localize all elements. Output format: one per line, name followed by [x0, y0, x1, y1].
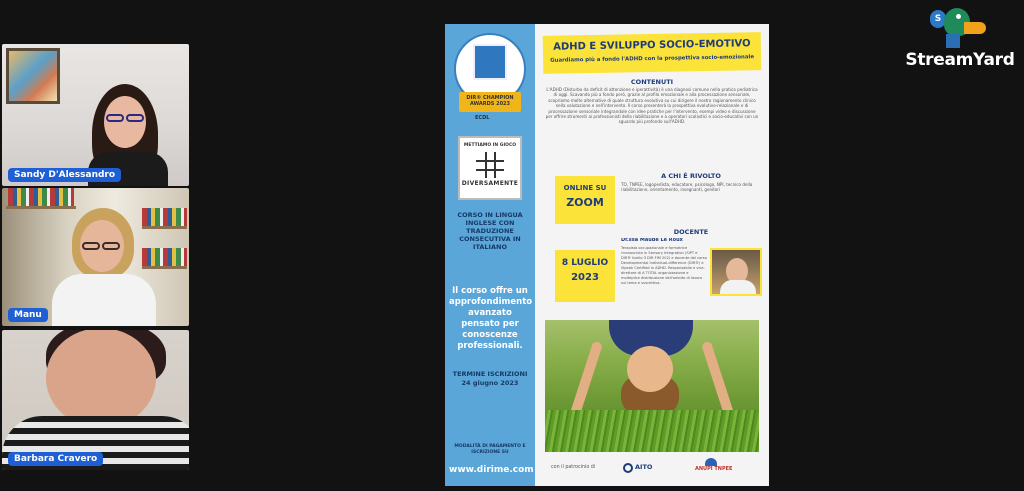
- contenuti-text: L'ADHD (Disturbo da deficit di attenzione e iperattività) è una diagnosi comune nella pratica pediatrica di oggi. Scavando più a fondo però, grazie al profilo emozionale e alla processazione sensoriale, scopriamo molte alternative di quale struttura evolutiva su cui dirigere il nostro ragionamento clinico nella valutazione e nell'intervento. Il corso presenterà la prospettiva evolutivo-relazionale e di processazione sensoriale integrandole con idee pratiche per l'intervento, esempi video e discussione per offrire strumenti ai professionisti della riabilitazione e a operatori scolastici e socio-educativi con un sguardo più profondo sull'ADHD.: [545, 87, 759, 125]
- deadline-date: 24 giugno 2023: [461, 378, 519, 387]
- aito-logo: AITO: [635, 463, 653, 471]
- docente-text: Terapista occupazionale e formatrice riconosciuta in Sensory Integration (SIPT e DIR® livello 3 DIR FIM 202) e docente del corso Developmental Individual-difference (DIR®) e iSpeak Certified in ADHD. Responsabile e vice-direttore di A TOTAL organizzazione e molteplice distribuzione dell'ambito di lavoro sul tema e suscettiva.: [621, 246, 707, 285]
- wall-painting: [6, 48, 60, 104]
- slide-title-box: [543, 32, 762, 74]
- contenuti-heading: CONTENUTI: [630, 78, 674, 86]
- award-ribbon: DIR® CHAMPION AWARDS 2023: [459, 92, 521, 112]
- brand-name: StreamYard: [905, 50, 1015, 70]
- s-badge-icon: S: [930, 10, 946, 28]
- online-label: ONLINE SU: [563, 184, 607, 192]
- website-link: www.dirime.com: [449, 465, 534, 475]
- patronage-text: con il patrocinio di: [551, 465, 596, 470]
- aito-logo-icon: [623, 463, 633, 473]
- participant-video-person: [58, 208, 158, 326]
- duck-beak-icon: [964, 22, 986, 34]
- participant-tile-barbara[interactable]: [2, 330, 189, 470]
- diversamente-logo: [458, 136, 522, 200]
- registration-deadline: [449, 370, 531, 387]
- duck-eye-icon: [956, 14, 961, 19]
- rivolto-text: TO, TNPEE, logopedista, educatore, psicologo, NPI, tecnico della riabilitazione, orientamento, insegnanti, genitori: [621, 182, 753, 193]
- teacher-photo: [710, 248, 762, 296]
- course-language-note: CORSO IN LINGUA INGLESE CON TRADUZIONE CONSECUTIVA IN ITALIANO: [457, 211, 523, 251]
- slide-sidebar: [445, 24, 535, 486]
- online-zoom-tag: [555, 176, 615, 224]
- date-day: 8 LUGLIO: [561, 258, 609, 268]
- date-year: 2023: [571, 272, 599, 283]
- slide-footer: [545, 460, 759, 482]
- book-icon: [473, 44, 507, 80]
- participant-name-label: Barbara Cravero: [8, 452, 103, 466]
- docente-name: Dr.ssa Maude Le Roux: [621, 238, 683, 243]
- course-date-tag: [555, 250, 615, 302]
- payment-note: MODALITÀ DI PAGAMENTO E ISCRIZIONE SU: [454, 444, 526, 455]
- docente-heading: DOCENTE: [673, 228, 709, 236]
- slide-subtitle: Guardiamo più a fondo l'ADHD con la prospettiva socio-emozionale: [550, 54, 755, 64]
- rivolto-heading: A CHI È RIVOLTO: [661, 172, 721, 180]
- books: [8, 188, 74, 206]
- duck-neck-icon: [946, 34, 960, 48]
- logo-top-text: METTIAMO IN GIOCO: [463, 143, 517, 148]
- child-photo: [545, 320, 759, 452]
- shared-screen-slide: [445, 24, 769, 486]
- streamyard-logo: [902, 6, 1018, 76]
- participant-tile-manu[interactable]: [2, 188, 189, 326]
- zoom-label: ZOOM: [566, 196, 604, 209]
- anupi-logo-icon: [705, 458, 717, 466]
- slide-main: [535, 24, 769, 486]
- participant-tile-sandy[interactable]: [2, 44, 189, 186]
- participant-name-label: Manu: [8, 308, 48, 322]
- slide-title: ADHD E SVILUPPO SOCIO-EMOTIVO: [553, 38, 751, 53]
- course-offer-text: Il corso offre un approfondimento avanzato pensato per conoscenze professionali.: [449, 286, 533, 351]
- anupi-logo: ANUPI TNPEE: [695, 466, 733, 472]
- ecdl-logo: ECDL: [475, 115, 490, 121]
- logo-bottom-text: DIVERSAMENTE: [461, 180, 519, 187]
- participant-name-label: Sandy D'Alessandro: [8, 168, 121, 182]
- deadline-label: TERMINE ISCRIZIONI: [452, 370, 528, 378]
- tic-tac-toe-icon: [476, 152, 504, 178]
- participant-video-person: [16, 330, 186, 470]
